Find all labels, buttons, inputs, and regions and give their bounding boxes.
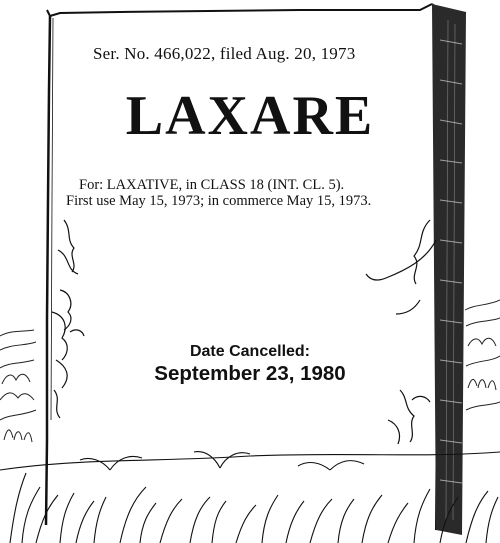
grass — [0, 452, 500, 543]
serial-number-line: Ser. No. 466,022, filed Aug. 20, 1973 — [93, 44, 356, 63]
first-use-line: First use May 15, 1973; in commerce May 15, 1973. — [66, 193, 372, 209]
trademark-name: LAXARE — [125, 85, 375, 147]
date-cancelled-label: Date Cancelled: — [189, 343, 311, 360]
date-cancelled-value: September 23, 1980 — [154, 362, 346, 385]
vine-right — [366, 220, 436, 444]
stone-slab — [46, 4, 440, 530]
goods-class-line: For: LAXATIVE, in CLASS 18 (INT. CL. 5). — [79, 177, 345, 193]
vine-left — [52, 220, 84, 418]
